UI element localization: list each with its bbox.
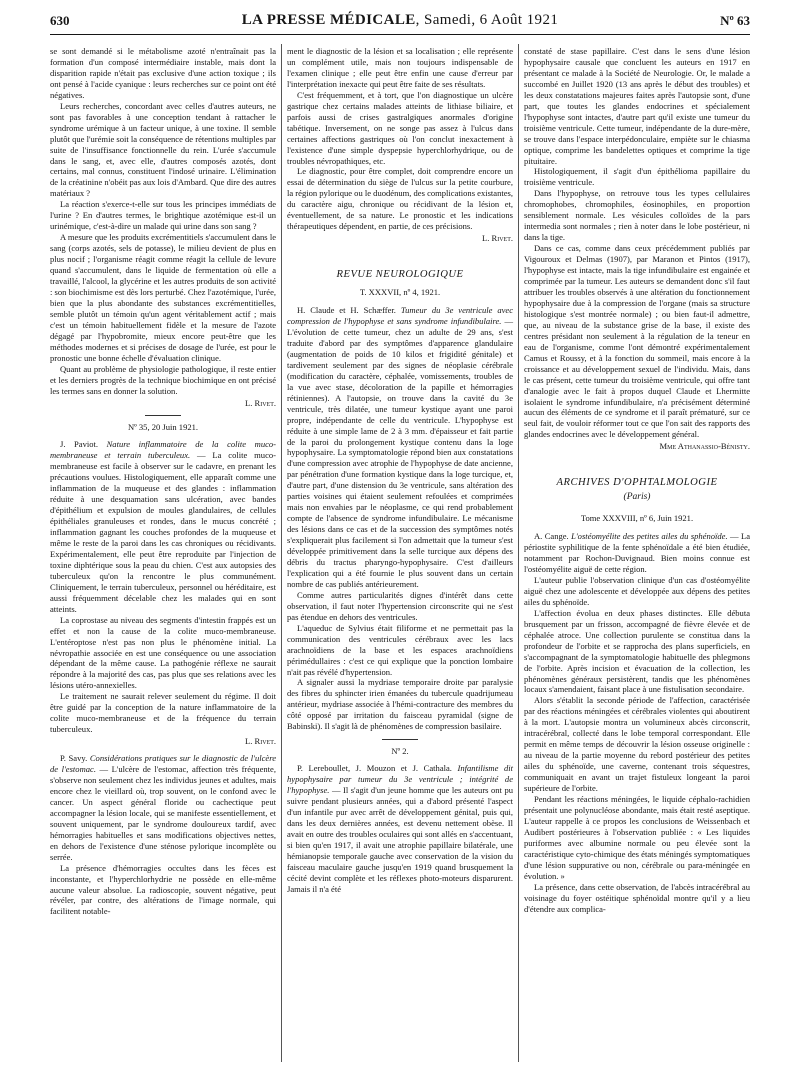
paragraph: L'aqueduc de Sylvius était filiforme et ne permettait pas la communication des ventricules cérébraux avec les lacs arachnoïdiens de la base et les espaces arachnoïdiens périmédullaires : c'est ce qui explique que la ponction lombaire n'ait pas révélé d'hypertension. — [287, 622, 513, 677]
column-2 — [287, 46, 513, 895]
column-3 — [524, 46, 750, 914]
article-title: Nature inflammatoire de la colite muco-membraneuse et terrain tuberculeux. — [50, 439, 277, 461]
article-text: — L'évolution de cette tumeur, chez un adulte de 29 ans, s'est traduite d'abord par des symptômes d'apparence glandulaire (augmentation de poids de 10 kilos et frigidité génitale) et tardivement seulement par des signes de néoplasie cérébrale (modification du caractère, céphalée, vomissements, troubles de la vue avec stase, décoloration de la papille et hémorragies rétiniennes). A l'autopsie, on trouve dans la cavité du 3e ventricule, très dilatée, une tumeur kystique ayant une paroi propre, indépendante de celle du ventricule. L'hypophyse est réduite à une simple lame de 2 à 3 mm. d'épaisseur et fait partie de la paroi du prolongement kystique contenu dans la loge hypophysaire. La symptomatologie répond bien aux constatations d'une compression avec atrophie de l'hypophyse de date ancienne, par pénétration d'une formation kystique dans la loge turcique, et, d'autre part, d'une distension du 3e ventricule, sans altération des parties voisines qui étaient seulement refoulées et comprimées mais non envahies par le néoplasme, ce qui rend probablement compte de l'absence de syndrome infundibulaire. Le mécanisme des lésions dans ce cas et de la succession des symptômes notés s'expliquerait plus facilement si l'on admettait que la tumeur s'est développée primitivement dans la selle turcique aux dépens des débris du tractus pharyngo-hypophysaire. C'est d'ailleurs l'explication qui a été fournie le plus souvent dans un certain nombre de cas publiés antérieurement. — [287, 316, 513, 589]
article-abstract — [50, 753, 276, 863]
article-abstract — [287, 305, 513, 590]
paragraph: L'affection évolua en deux phases distinctes. Elle débuta brusquement par un frisson, accompagné de fièvre élevée et de céphalée atroce. Une collection purulente se constitua dans la profondeur de l'orbite et se rapprocha des plans superficiels, en s'accompagnant de la symptomatologie habituelle des phlegmons de l'orbite. Après incision et évacuation de la collection, les phénomènes généraux persistèrent, tandis que les phénomènes locaux s'amendaient, faisant place à une fistulisation secondaire. — [524, 607, 750, 695]
page-header — [50, 12, 750, 35]
issue-reference: Nº 35, 20 Juin 1921. — [127, 422, 199, 433]
issue-date: Samedi, 6 Août 1921 — [423, 12, 559, 28]
paragraph: Leurs recherches, concordant avec celles d'autres auteurs, ne sont pas favorables à une conception tendant à rattacher le syndrome urémique à un facteur unique, à une toxine. Il semble plutôt que l'urémie soit la conséquence de rétentions multiples par suite de l'insuffisance fonctionnelle du rein. L'urée s'accumule dans le sang, et, avec elle, d'autres composés azotés, dont certains, mal connus, constituent l'indosé urinaire. L'élimination de la créatinine n'obéit pas aux lois d'Ambard. Que dire des autres matériaux ? — [50, 100, 276, 199]
paragraph: Pendant les réactions méningées, le liquide céphalo-rachidien présentait une polynucléose abondante, mais était resté aseptique. L'auteur rappelle à ce propos les conclusions de Weissenbach et Audibert postérieures à l'observation publiée : « Les liquides puriformes avec albumine normale ou peu élevée sont la caractéristique cyto-chimique des états méningés symptomatiques d'une lésion suppurative ou non, cérébrale ou para-méningée en évolution. » — [524, 794, 750, 881]
article-title: Infantilisme dit hypophysaire par tumeur du 3e ventricule ; intégrité de l'hypophyse. — [287, 763, 513, 796]
issue-heading — [50, 415, 276, 433]
paragraph: Alors s'établit la seconde période de l'affection, caractérisée par des réactions méningées et cérébrales violentes qui aboutirent à la mort. L'autopsie montra un volumineux abcès circonscrit, intracérébral, collecté dans le lobe temporal correspondant. Elle permit en même temps de découvrir la lésion osseuse originelle : au niveau de la partie moyenne du rebord postérieur des petites ailes du sphénoïde, une caverne, contenant trois séquestres, communiquait en avant un trajet fistuleux longeant la paroi supérieure de l'orbite. — [524, 695, 750, 794]
issue-heading — [287, 739, 513, 757]
reviewer-signature: L. Rivet. — [482, 233, 513, 244]
paragraph: se sont demandé si le métabolisme azoté n'entraînait pas la formation d'un composé intermédiaire instable, mais dont la disparition rapide n'était pas exclusive d'une action toxique ; ils ont pensé à l'acide cyanique : leurs recherches sur ce point ont été négatives. — [50, 46, 276, 100]
paragraph: La réaction s'exerce-t-elle sur tous les principes immédiats de l'urine ? En d'autres termes, le brightique azotémique est-il un urinémique, c'est-à-dire un malade qui urine dans son sang ? — [50, 199, 276, 232]
column-divider — [281, 44, 282, 1062]
reviewer-signature: Mme Athanassio-Bénisty. — [659, 441, 750, 452]
article-abstract — [50, 439, 276, 614]
article-text: — La colite muco-membraneuse est facile à observer sur le cadavre, en prenant les précautions voulues. Histologiquement, elle apparaît comme une inflammation de la muqueuse et des glandes : inflammation réduite à une desquamation sans ulcération, avec bandes d'épithélium et expulsion de moules glandulaires, de cellules épithéliales granuleuses et rondes, dans le mucus concrété ; inflammation gagnant les couches profondes de la muqueuse et même le reste de la paroi dans les cas chroniques ou récidivants. Expérimentalement, elle peut être reproduite par l'injection de toxine diphtérique sous la peau du chien. C'est aux autopsies des tuberculeux qu'on la rencontre le plus communément. Cliniquement, le terrain tuberculeux, personnel ou héréditaire, est aussi fréquemment décelable chez les malades qui en sont atteints. — [50, 450, 276, 614]
paragraph: La présence d'hémorragies occultes dans les fèces est inconstante, et l'hyperchlorhydrie ne possède en elle-même aucune valeur absolue. La radioscopie, souvent négative, peut révéler, par contre, des altérations de l'image normale, qui facilitent notable- — [50, 862, 276, 917]
article-author: J. Paviot. — [60, 439, 99, 450]
issue-number: Nº 63 — [720, 13, 750, 28]
issue-reference: Nº 2. — [391, 746, 409, 757]
article-text: — La périostite syphilitique de la fente sphénoïdale a été bien étudiée, notamment par Rochon-Duvignaud. Bien moins connue est l'ostéomyélite aiguë de cette région. — [524, 531, 750, 574]
paragraph: L'auteur publie l'observation clinique d'un cas d'ostéomyélite aiguë chez une adolescente et développée aux dépens des petites ailes du sphénoïde. — [524, 574, 750, 607]
paragraph: La coprostase au niveau des segments d'intestin frappés est un effet et non la cause de la colite muco-membraneuse. L'entéroptose n'est pas non plus le phénomène initial. La névropathie associée en est une conséquence ou une association dépendant de la même cause. La pathogénie réflexe ne saurait répondre à la majorité des cas, pas plus que ses relations avec les lésions utéro-annexielles. — [50, 614, 276, 691]
article-title: Considérations pratiques sur le diagnostic de l'ulcère de l'estomac. — [50, 753, 277, 775]
paragraph: Comme autres particularités dignes d'intérêt dans cette observation, il faut noter l'hypertension circonscrite qui ne s'est pas étendue en dehors des ventricules. — [287, 589, 513, 622]
paragraph: Dans ce cas, comme dans ceux précédemment publiés par Vigouroux et Delmas (1907), par Maranon et Pintos (1917), l'hypophyse est intacte, mais la tige infundibulaire est engainée et comprimée par la tumeur. Les auteurs se demandent donc s'il faut attribuer les troubles observés à une altération du fonctionnement hypophysaire due à la compression de l'organe (mais sa structure histologique s'est montrée normale) ; ou bien faut-il admettre, que, au niveau de la substance grise de la base, il existe des centres présidant non seulement à la régulation de la teneur en eau de l'organisme, comme l'ont démontré expérimentalement Camus et Roussy, et à la fonction du sommeil, mais encore à la croissance et au développement sexuel de l'individu. Mais, dans le cas présent, cette tumeur du troisième ventricule, qui offre tant d'analogie avec le fait à propos duquel Claude et Lhermitte isolaient le syndrome infundibulaire, n'a précisément déterminé aucun des éléments de ce syndrome et il paraît prématuré, sur ce seul fait, de vouloir réformer tout ce que l'on sait des rapports des glandes endocrines avec le développement général. — [524, 243, 750, 440]
article-author: A. Cange. — [534, 531, 569, 542]
paragraph: Histologiquement, il s'agit d'un épithélioma papillaire du troisième ventricule. — [524, 166, 750, 188]
paragraph: C'est fréquemment, et à tort, que l'on diagnostique un ulcère gastrique chez certains malades atteints de lithiase biliaire, et parfois aussi de crises gastralgiques anormales d'origine tabétique. Inversement, on ne songe pas assez à l'ulcus dans certaines affections gastriques où l'on conclut inexactement à l'existence d'une simple dyspepsie hyperchlorhydrique, ou de troubles névropathiques, etc. — [287, 89, 513, 166]
paragraph: Le traitement ne saurait relever seulement du régime. Il doit être guidé par la conception de la nature inflammatoire de la colite muco-membraneuse et de la fréquence du terrain tuberculeux. — [50, 691, 276, 735]
article-title: Tumeur du 3e ventricule avec compression de l'hypophyse et sans syndrome infundibulaire. — [287, 305, 514, 327]
column-divider — [518, 44, 519, 1062]
paragraph: Quant au problème de physiologie pathologique, il reste entier et les derniers progrès de la technique biochimique en ont précisé les termes sans en donner la solution. — [50, 363, 276, 396]
paragraph: Dans l'hypophyse, on retrouve tous les types cellulaires chromophobes, chromophiles, éosinophiles, en proportion sensiblement normale. Les vésicules colloïdes de la pars intermedia sont normales ; rien à noter dans le lobe postérieur, ni dans la tige. — [524, 188, 750, 243]
article-author: P. Savy. — [60, 753, 88, 764]
article-abstract — [287, 763, 513, 894]
page-number: 630 — [50, 13, 70, 28]
column-1 — [50, 46, 276, 917]
paragraph: constaté de stase papillaire. C'est dans le sens d'une lésion hypophysaire causale que concluent les auteurs en 1917 en présentant ce malade à la Société de Neurologie. Or, le malade a succombé en Juillet 1920 (13 ans après le début des troubles) et les deux constatations majeures faites après l'autopsie sont, d'une part, que toutes les glandes endocrines et spécialement l'hypophyse sont intactes, d'autre part qu'il existe une tumeur du troisième ventricule. Cette tumeur, indépendante de la dure-mère, se trouve dans l'espace interpédonculaire, empiète sur le chiasma optique, comprime les bandelettes optiques et comprime la tige pituitaire. — [524, 46, 750, 166]
article-title: L'ostéomyélite des petites ailes du sphénoïde. — [571, 531, 728, 542]
reviewer-signature: L. Rivet. — [245, 736, 276, 747]
article-abstract — [524, 531, 750, 575]
article-text: — L'ulcère de l'estomac, affection très fréquente, s'observe non seulement chez les individus jeunes et adultes, mais encore chez le vieillard où, trop souvent, on le confond avec le cancer. Un aspect général floride ou cachectique peut accompagner la lésion locale, qui se manifeste essentiellement, et souvent uniquement, par le syndrome douloureux tardif, avec hémorragies habituelles et sans modifications objectives nettes, en dehors de l'existence d'une sténose pylorique incomplète ou serrée. — [50, 764, 276, 862]
volume-reference: Tome XXXVIII, nº 6, Juin 1921. — [580, 513, 694, 524]
paragraph: A mesure que les produits excrémentitiels s'accumulent dans le sang (corps azotés, sels de potasse), le milieu devient de plus en plus nocif ; l'organisme réagit comme réagit la cellule de levure quand s'accumulent, dans le liquide de fermentation où elle a travaillé, l'alcool, la glycérine et les autres produits de son activité : son biochimisme est dès lors perturbé. Chez l'azotémique, l'urée, bien que la plus abondante des substances excrémentitielles, semble plutôt un témoin qu'un agent véritablement actif ; mais c'est un témoin habituellement fidèle et la mesure de l'azote dégagé par l'hypobromite, mieux encore peut-être que les méthodes modernes et si précises de dosage de l'urée, est pour le pronostic une bonne échelle d'évaluation clinique. — [50, 232, 276, 363]
section-place: (Paris) — [623, 492, 651, 503]
article-text: — Il s'agit d'un jeune homme que les auteurs ont pu suivre pendant plusieurs années, qui a d'abord présenté l'aspect d'un infantile pur avec arrêt de développement génital, puis qui, dans les deux dernières années, est devenu nettement obèse. Il avait en outre des troubles oculaires qui sont allés en s'accentuant, si bien qu'en 1917, il avait une atrophie papillaire bilatérale, une hémianopsie temporale gauche avec conservation de la vision du faisceau maculaire gauche jusqu'en 1919 quand brusquement la cécité devint complète et les réflexes photo-moteurs disparurent. Jamais il n'a été — [287, 785, 513, 894]
paragraph: A signaler aussi la mydriase temporaire droite par paralysie des fibres du sphincter irien émanées du tubercule quadrijumeau antérieur, mydriase associée à l'hémi-contracture des membres du côté opposé par irritation du faisceau pyramidal (signe de Babinski). Il s'agit là de phénomènes de compression basilaire. — [287, 677, 513, 732]
volume-reference: T. XXXVII, nº 4, 1921. — [359, 287, 441, 298]
article-author: H. Claude et H. Schæffer. — [297, 305, 396, 316]
paragraph: La présence, dans cette observation, de l'abcès intracérébral au voisinage du foyer ostéitique sphénoïdal montre qu'il y a lieu d'étendre aux complica- — [524, 881, 750, 914]
article-author: P. Lereboullet, J. Mouzon et J. Cathala. — [297, 763, 452, 774]
paragraph: ment le diagnostic de la lésion et sa localisation ; elle représente un complément utile, mais non toujours indispensable de l'examen clinique ; elle peut être enfin une cause d'erreur par l'interprétation inexacte qui peut être faite de ses résultats. — [287, 46, 513, 89]
paragraph: Le diagnostic, pour être complet, doit comprendre encore un essai de détermination du siège de l'ulcus sur la petite courbure, la région pylorique ou le duodénum, des complications existantes, du caractère aigu, chronique ou récidivant de la lésion et, éventuellement, de sa nature. Le pronostic et les indications thérapeutiques dépendent, en partie, de ces précisions. — [287, 166, 513, 232]
running-title: LA PRESSE MÉDICALE, Samedi, 6 Août 1921 — [241, 12, 559, 28]
separator-line — [382, 739, 418, 740]
reviewer-signature: L. Rivet. — [245, 397, 276, 408]
section-heading: ARCHIVES D'OPHTALMOLOGIE — [556, 477, 718, 489]
section-heading: REVUE NEUROLOGIQUE — [336, 269, 464, 281]
journal-name: LA PRESSE MÉDICALE — [241, 12, 416, 28]
separator-line — [145, 415, 181, 416]
